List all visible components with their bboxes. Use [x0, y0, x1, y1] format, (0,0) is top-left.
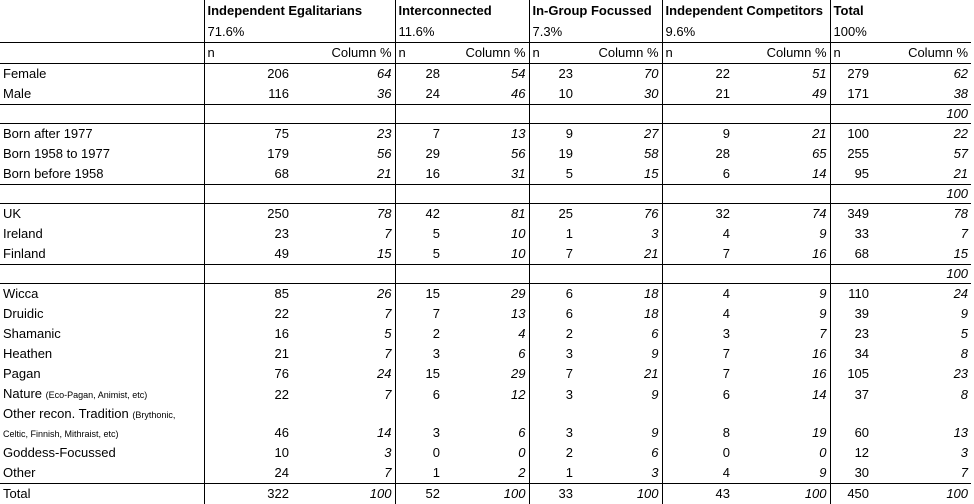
row-label: [0, 84, 204, 105]
row-label-text: Goddess-Focussed: [3, 445, 116, 460]
row-label-text: Nature: [3, 386, 43, 401]
count-cell: 12: [830, 443, 872, 463]
column-header-pct: Column %: [331, 45, 392, 60]
column-header-n: n: [830, 43, 872, 64]
column-pct-cell: 7: [819, 326, 827, 341]
corner-cell: [0, 43, 204, 64]
count-cell: 16: [204, 324, 292, 344]
blank-cell: [204, 105, 292, 124]
column-header-pct: Column %: [766, 45, 827, 60]
count-cell: 33: [529, 484, 576, 504]
column-pct-cell: 8: [960, 386, 969, 402]
column-pct-cell: 100: [733, 484, 830, 504]
table-row: [0, 244, 971, 265]
row-label-text: Male: [3, 86, 32, 101]
column-pct-cell: 10: [511, 246, 526, 261]
group-share: 100%: [830, 22, 971, 43]
column-pct-cell: 56: [511, 146, 526, 161]
blank-cell: [529, 265, 576, 284]
column-pct-cell: 19: [812, 425, 827, 440]
row-label-text: Shamanic: [3, 326, 61, 341]
count-cell: 3: [662, 324, 733, 344]
row-label: [0, 324, 204, 344]
column-pct-cell: 3: [384, 445, 392, 460]
group-share: 7.3%: [529, 22, 662, 43]
column-pct-cell: 9: [651, 346, 659, 361]
column-header-n: n: [395, 43, 443, 64]
column-pct-cell: 14: [377, 425, 392, 440]
count-cell: 75: [204, 124, 292, 145]
blank-cell: [292, 105, 395, 124]
column-pct-cell: 7: [384, 465, 392, 480]
count-cell: 10: [529, 84, 576, 105]
row-label-text: Born after 1977: [3, 126, 93, 141]
column-pct-cell: 70: [576, 64, 662, 85]
count-cell: 6: [395, 384, 443, 405]
subtotal-pct: 100: [872, 105, 971, 124]
blank-cell: [662, 105, 733, 124]
column-pct-cell: 7: [384, 346, 392, 361]
blank-cell: [0, 185, 204, 204]
column-pct-cell: 7: [384, 386, 392, 402]
count-cell: 105: [830, 364, 872, 384]
count-cell: 5: [395, 244, 443, 265]
column-pct-cell: 0: [819, 445, 827, 460]
count-cell: 19: [529, 144, 576, 164]
column-header-row: [0, 43, 971, 64]
column-pct-cell: 14: [812, 386, 827, 402]
column-pct-cell: 9: [819, 465, 827, 480]
column-pct-cell: 15: [953, 246, 969, 261]
count-cell: 15: [395, 284, 443, 305]
row-label-text: UK: [3, 206, 22, 221]
count-cell: 206: [204, 64, 292, 85]
column-pct-cell: 3: [651, 226, 659, 241]
column-pct-cell: 100: [576, 484, 662, 504]
row-label: [0, 224, 204, 244]
count-cell: 28: [395, 64, 443, 85]
subtotal-row: [0, 105, 971, 124]
column-pct-cell: 54: [443, 64, 529, 85]
count-cell: 4: [662, 224, 733, 244]
column-pct-cell: 29: [443, 284, 529, 305]
column-pct-cell: 58: [644, 146, 659, 161]
row-label: [0, 484, 204, 504]
row-label: [0, 443, 204, 463]
table-row: [0, 64, 971, 85]
column-pct-cell: 24: [872, 284, 971, 305]
count-cell: 9: [662, 124, 733, 145]
column-pct-cell: 4: [518, 326, 526, 341]
count-cell: 22: [204, 384, 292, 405]
count-cell: 2: [529, 324, 576, 344]
column-pct-cell: 16: [812, 246, 827, 261]
count-cell: 16: [395, 164, 443, 185]
blank-cell: [733, 185, 830, 204]
blank-cell: [830, 105, 872, 124]
corner-cell: [0, 0, 204, 22]
count-cell: 10: [204, 443, 292, 463]
row-label-text: Ireland: [3, 226, 43, 241]
column-header-pct: Column %: [465, 45, 526, 60]
column-pct-cell: 7: [384, 226, 392, 241]
blank-cell: [576, 265, 662, 284]
count-cell: 255: [830, 144, 872, 164]
blank-cell: [204, 265, 292, 284]
table-row: [0, 344, 971, 364]
blank-cell: [576, 185, 662, 204]
column-header-pct: Column %: [598, 45, 659, 60]
count-cell: 25: [529, 204, 576, 225]
count-cell: 4: [662, 463, 733, 484]
blank-cell: [395, 185, 443, 204]
count-cell: 32: [662, 204, 733, 225]
column-pct-cell: 7: [384, 306, 392, 321]
column-pct-cell: 65: [812, 146, 827, 161]
count-cell: 24: [395, 84, 443, 105]
count-cell: 7: [395, 304, 443, 324]
table-row: [0, 364, 971, 384]
blank-cell: [292, 185, 395, 204]
column-pct-cell: 81: [443, 204, 529, 225]
row-label: [0, 405, 204, 443]
count-cell: 29: [395, 144, 443, 164]
column-pct-cell: 38: [953, 86, 969, 101]
count-cell: 60: [830, 405, 872, 443]
column-pct-cell: 5: [384, 326, 392, 341]
column-pct-cell: 100: [872, 484, 971, 504]
count-cell: 4: [662, 304, 733, 324]
count-cell: 46: [204, 405, 292, 443]
column-header-pct: Column %: [908, 45, 969, 60]
count-cell: 322: [204, 484, 292, 504]
column-pct-cell: 78: [292, 204, 395, 225]
count-cell: 68: [204, 164, 292, 185]
subtotal-pct: 100: [872, 265, 971, 284]
column-pct-cell: 16: [812, 346, 827, 361]
count-cell: 3: [395, 405, 443, 443]
table-row: [0, 304, 971, 324]
count-cell: 0: [395, 443, 443, 463]
column-pct-cell: 100: [443, 484, 529, 504]
blank-cell: [443, 105, 529, 124]
table-row: [0, 284, 971, 305]
group-share-row: [0, 22, 971, 43]
column-pct-cell: 21: [377, 166, 392, 181]
group-name: In-Group Focussed: [529, 0, 662, 22]
row-label-text: Druidic: [3, 306, 44, 321]
blank-cell: [204, 185, 292, 204]
blank-cell: [662, 185, 733, 204]
count-cell: 100: [830, 124, 872, 145]
column-pct-cell: 23: [292, 124, 395, 145]
group-name: Independent Egalitarians: [204, 0, 395, 22]
row-label: [0, 304, 204, 324]
count-cell: 43: [662, 484, 733, 504]
column-pct-cell: 21: [644, 366, 659, 381]
count-cell: 9: [529, 124, 576, 145]
column-header-n: n: [204, 43, 292, 64]
row-label-text: Heathen: [3, 346, 53, 361]
table-row: [0, 463, 971, 484]
count-cell: 179: [204, 144, 292, 164]
column-pct-cell: 36: [377, 86, 392, 101]
column-pct-cell: 30: [644, 86, 659, 101]
group-name: Independent Competitors: [662, 0, 830, 22]
column-pct-cell: 21: [644, 246, 659, 261]
count-cell: 116: [204, 84, 292, 105]
count-cell: 22: [662, 64, 733, 85]
count-cell: 110: [830, 284, 872, 305]
group-share: 9.6%: [662, 22, 830, 43]
count-cell: 34: [830, 344, 872, 364]
column-pct-cell: 9: [819, 306, 827, 321]
count-cell: 7: [529, 244, 576, 265]
count-cell: 450: [830, 484, 872, 504]
group-share: 71.6%: [204, 22, 395, 43]
count-cell: 1: [529, 224, 576, 244]
count-cell: 6: [529, 284, 576, 305]
group-name-row: [0, 0, 971, 22]
column-pct-cell: 74: [733, 204, 830, 225]
count-cell: 1: [529, 463, 576, 484]
count-cell: 15: [395, 364, 443, 384]
column-header-n: n: [529, 43, 576, 64]
count-cell: 2: [529, 443, 576, 463]
table-row: [0, 144, 971, 164]
row-label-text: Pagan: [3, 366, 41, 381]
column-pct-cell: 78: [872, 204, 971, 225]
corner-cell: [0, 22, 204, 43]
count-cell: 2: [395, 324, 443, 344]
row-label-text: Finland: [3, 246, 46, 261]
subtotal-row: [0, 185, 971, 204]
blank-cell: [662, 265, 733, 284]
column-pct-cell: 7: [960, 226, 969, 241]
row-label-text: Other recon. Tradition: [3, 406, 129, 421]
count-cell: 52: [395, 484, 443, 504]
column-pct-cell: 6: [518, 425, 526, 440]
blank-cell: [733, 105, 830, 124]
row-label: [0, 64, 204, 85]
count-cell: 39: [830, 304, 872, 324]
row-label: [0, 384, 204, 405]
table-row: [0, 204, 971, 225]
count-cell: 5: [529, 164, 576, 185]
row-label-text: Born before 1958: [3, 166, 104, 181]
column-pct-cell: 16: [812, 366, 827, 381]
column-pct-cell: 13: [443, 124, 529, 145]
column-pct-cell: 26: [292, 284, 395, 305]
count-cell: 3: [529, 405, 576, 443]
column-pct-cell: 24: [377, 366, 392, 381]
column-pct-cell: 9: [733, 284, 830, 305]
count-cell: 95: [830, 164, 872, 185]
row-label-text: Wicca: [3, 286, 39, 301]
count-cell: 1: [395, 463, 443, 484]
count-cell: 33: [830, 224, 872, 244]
count-cell: 76: [204, 364, 292, 384]
count-cell: 8: [662, 405, 733, 443]
column-pct-cell: 6: [651, 445, 659, 460]
column-pct-cell: 8: [960, 346, 969, 361]
column-pct-cell: 62: [872, 64, 971, 85]
column-pct-cell: 18: [576, 284, 662, 305]
row-label: [0, 284, 204, 305]
table-row: [0, 405, 971, 443]
blank-cell: [395, 265, 443, 284]
column-pct-cell: 10: [511, 226, 526, 241]
table-row: [0, 484, 971, 504]
count-cell: 6: [529, 304, 576, 324]
count-cell: 22: [204, 304, 292, 324]
column-pct-cell: 13: [953, 425, 969, 440]
column-pct-cell: 15: [377, 246, 392, 261]
blank-cell: [443, 185, 529, 204]
count-cell: 7: [662, 364, 733, 384]
column-pct-cell: 9: [651, 386, 659, 402]
column-pct-cell: 76: [576, 204, 662, 225]
count-cell: 4: [662, 284, 733, 305]
table-row: [0, 124, 971, 145]
column-pct-cell: 64: [292, 64, 395, 85]
count-cell: 3: [529, 344, 576, 364]
row-label: [0, 164, 204, 185]
blank-cell: [0, 265, 204, 284]
count-cell: 49: [204, 244, 292, 265]
count-cell: 279: [830, 64, 872, 85]
column-pct-cell: 3: [651, 465, 659, 480]
table-row: [0, 164, 971, 185]
column-pct-cell: 3: [960, 445, 969, 460]
row-label-note: (Brythonic, Celtic, Finnish, Mithraist, etc): [3, 410, 176, 439]
count-cell: 85: [204, 284, 292, 305]
count-cell: 42: [395, 204, 443, 225]
count-cell: 250: [204, 204, 292, 225]
blank-cell: [830, 265, 872, 284]
row-label: [0, 204, 204, 225]
blank-cell: [443, 265, 529, 284]
count-cell: 23: [830, 324, 872, 344]
count-cell: 6: [662, 164, 733, 185]
table-row: [0, 84, 971, 105]
count-cell: 37: [830, 384, 872, 405]
column-pct-cell: 21: [953, 166, 969, 181]
column-pct-cell: 13: [511, 306, 526, 321]
count-cell: 3: [395, 344, 443, 364]
column-pct-cell: 12: [511, 386, 526, 402]
count-cell: 7: [395, 124, 443, 145]
count-cell: 5: [395, 224, 443, 244]
column-pct-cell: 29: [511, 366, 526, 381]
row-label-text: Other: [3, 465, 36, 480]
blank-cell: [733, 265, 830, 284]
count-cell: 30: [830, 463, 872, 484]
blank-cell: [292, 265, 395, 284]
count-cell: 23: [204, 224, 292, 244]
column-pct-cell: 23: [953, 366, 969, 381]
row-label: [0, 124, 204, 145]
column-pct-cell: 51: [733, 64, 830, 85]
row-label-text: Total: [3, 486, 31, 501]
row-label: [0, 463, 204, 484]
blank-cell: [529, 185, 576, 204]
row-label-text: Born 1958 to 1977: [3, 146, 110, 161]
column-pct-cell: 49: [812, 86, 827, 101]
count-cell: 23: [529, 64, 576, 85]
column-pct-cell: 9: [651, 425, 659, 440]
blank-cell: [830, 185, 872, 204]
row-label-note: (Eco-Pagan, Animist, etc): [45, 390, 148, 400]
column-pct-cell: 9: [819, 226, 827, 241]
column-pct-cell: 21: [733, 124, 830, 145]
column-pct-cell: 56: [377, 146, 392, 161]
column-pct-cell: 0: [518, 445, 526, 460]
column-pct-cell: 6: [518, 346, 526, 361]
column-pct-cell: 31: [511, 166, 526, 181]
group-name: Total: [830, 0, 971, 22]
column-pct-cell: 14: [812, 166, 827, 181]
column-pct-cell: 57: [953, 146, 969, 161]
table-row: [0, 324, 971, 344]
count-cell: 21: [204, 344, 292, 364]
column-pct-cell: 2: [518, 465, 526, 480]
row-label: [0, 244, 204, 265]
table-row: [0, 384, 971, 405]
row-label: [0, 144, 204, 164]
column-pct-cell: 15: [644, 166, 659, 181]
count-cell: 3: [529, 384, 576, 405]
count-cell: 21: [662, 84, 733, 105]
group-name: Interconnected: [395, 0, 529, 22]
blank-cell: [395, 105, 443, 124]
column-pct-cell: 18: [644, 306, 659, 321]
column-pct-cell: 9: [960, 306, 969, 321]
column-pct-cell: 7: [960, 465, 969, 480]
column-pct-cell: 5: [960, 326, 969, 341]
count-cell: 24: [204, 463, 292, 484]
blank-cell: [529, 105, 576, 124]
count-cell: 28: [662, 144, 733, 164]
count-cell: 0: [662, 443, 733, 463]
blank-cell: [576, 105, 662, 124]
group-share: 11.6%: [395, 22, 529, 43]
table-row: [0, 443, 971, 463]
subtotal-row: [0, 265, 971, 284]
row-label: [0, 364, 204, 384]
column-pct-cell: 6: [651, 326, 659, 341]
row-label: [0, 344, 204, 364]
table-row: [0, 224, 971, 244]
count-cell: 171: [830, 84, 872, 105]
count-cell: 7: [529, 364, 576, 384]
count-cell: 6: [662, 384, 733, 405]
column-pct-cell: 27: [576, 124, 662, 145]
column-pct-cell: 100: [292, 484, 395, 504]
count-cell: 7: [662, 344, 733, 364]
count-cell: 7: [662, 244, 733, 265]
row-label-text: Female: [3, 66, 47, 81]
count-cell: 349: [830, 204, 872, 225]
subtotal-pct: 100: [872, 185, 971, 204]
column-header-n: n: [662, 43, 733, 64]
count-cell: 68: [830, 244, 872, 265]
column-pct-cell: 22: [872, 124, 971, 145]
blank-cell: [0, 105, 204, 124]
column-pct-cell: 46: [511, 86, 526, 101]
